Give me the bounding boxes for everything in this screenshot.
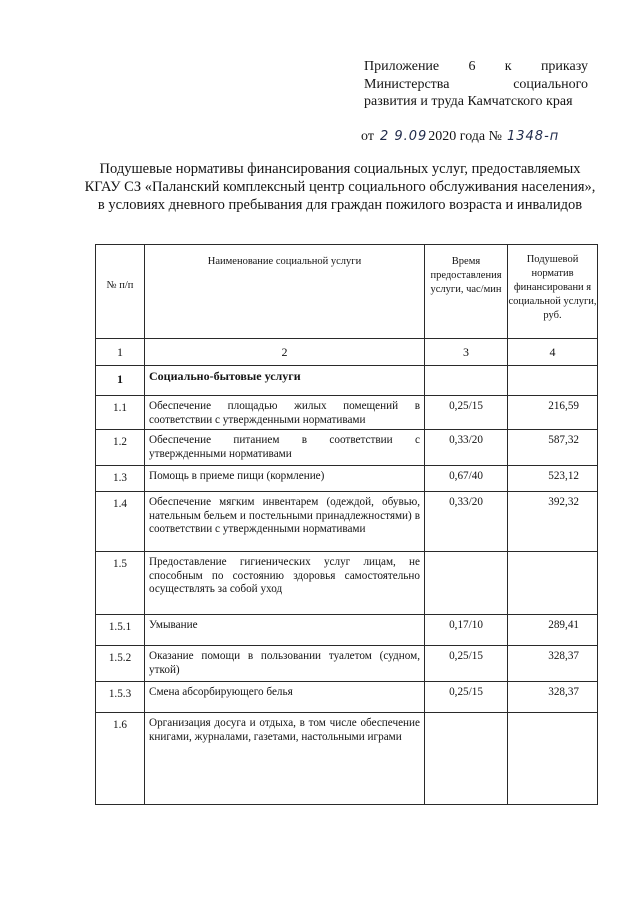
order-date-handwritten: 2 9.09: [379, 129, 428, 144]
row-time: 0,67/40: [425, 466, 508, 492]
column-numbers-row: [96, 339, 598, 366]
header-name: Наименование социальной услуги: [145, 245, 425, 339]
row-norm: 216,59: [508, 396, 598, 430]
order-number-handwritten: 1348-п: [506, 129, 560, 144]
table-header-row: [96, 245, 598, 339]
order-reference: [361, 129, 559, 145]
table-row: [96, 366, 598, 396]
column-number-2: 2: [145, 339, 425, 366]
row-norm: [508, 366, 598, 396]
appendix-line-2: [364, 76, 588, 94]
row-number: 1.2: [96, 430, 145, 466]
table-row: [96, 430, 598, 466]
header-norm: Подушевой норматив финансировани я социальной услуги, руб.: [508, 245, 598, 339]
row-time: [425, 552, 508, 615]
services-table: [95, 244, 598, 805]
appendix-line-3: развития и труда Камчатского края: [364, 94, 573, 109]
order-year: 2020 года №: [428, 129, 502, 144]
row-norm: [508, 713, 598, 805]
table-row: [96, 552, 598, 615]
appendix-order-word: приказу: [540, 59, 588, 74]
row-time: 0,25/15: [425, 646, 508, 682]
row-service-name: Помощь в приеме пищи (кормление): [145, 466, 425, 492]
appendix-word: Приложение: [364, 59, 440, 74]
appendix-block: [364, 58, 588, 111]
table-row: [96, 396, 598, 430]
row-time: 0,17/10: [425, 615, 508, 646]
row-norm: 328,37: [508, 646, 598, 682]
column-number-4: 4: [508, 339, 598, 366]
table-row: [96, 615, 598, 646]
row-time: 0,33/20: [425, 492, 508, 552]
row-time: [425, 366, 508, 396]
row-norm: [508, 552, 598, 615]
row-service-name: Обеспечение площадью жилых помещений в соответствии с утвержденными нормативами: [145, 396, 425, 430]
row-service-name: Предоставление гигиенических услуг лицам, не способным по состоянию здоровья самостоятельно осуществлять за собой уход: [145, 552, 425, 615]
row-service-name: Организация досуга и отдыха, в том числе обеспечение книгами, журналами, газетами, настольными играми: [145, 713, 425, 805]
table-row: [96, 713, 598, 805]
column-number-3: 3: [425, 339, 508, 366]
row-number: 1.4: [96, 492, 145, 552]
row-norm: 328,37: [508, 682, 598, 713]
appendix-number: 6: [468, 59, 476, 74]
row-number: 1.1: [96, 396, 145, 430]
table-row: [96, 492, 598, 552]
row-number: 1.5.3: [96, 682, 145, 713]
row-time: 0,25/15: [425, 682, 508, 713]
appendix-line-1: [364, 58, 588, 76]
row-time: [425, 713, 508, 805]
row-number: 1.5.2: [96, 646, 145, 682]
header-num: № п/п: [96, 245, 145, 339]
row-norm: 587,32: [508, 430, 598, 466]
row-number: 1.5: [96, 552, 145, 615]
appendix-social: социального: [513, 76, 588, 92]
row-service-name: Оказание помощи в пользовании туалетом (судном, уткой): [145, 646, 425, 682]
row-number: 1.3: [96, 466, 145, 492]
row-norm: 523,12: [508, 466, 598, 492]
row-number: 1.6: [96, 713, 145, 805]
row-norm: 289,41: [508, 615, 598, 646]
row-norm: 392,32: [508, 492, 598, 552]
table-row: [96, 682, 598, 713]
row-service-name: Социально-бытовые услуги: [145, 366, 425, 396]
document-title: Подушевые нормативы финансирования социальных услуг, предоставляемых КГАУ СЗ «Паланский комплексный центр социального обслуживания населения», в условиях дневного пребывания для граждан пожилого возраста и инвалидов: [84, 161, 596, 213]
table-row: [96, 646, 598, 682]
row-number: 1.5.1: [96, 615, 145, 646]
appendix-ministry: Министерства: [364, 76, 450, 92]
appendix-to: к: [504, 59, 512, 74]
row-service-name: Смена абсорбирующего белья: [145, 682, 425, 713]
row-time: 0,33/20: [425, 430, 508, 466]
row-service-name: Умывание: [145, 615, 425, 646]
row-time: 0,25/15: [425, 396, 508, 430]
order-prefix: от: [361, 129, 374, 144]
header-time: Время предоставления услуги, час/мин: [425, 245, 508, 339]
table-row: [96, 466, 598, 492]
row-number: 1: [96, 366, 145, 396]
row-service-name: Обеспечение питанием в соответствии с утвержденными нормативами: [145, 430, 425, 466]
row-service-name: Обеспечение мягким инвентарем (одеждой, обувью, нательным бельем и постельными принадлежностями) в соответствии с утвержденными нормативами: [145, 492, 425, 552]
column-number-1: 1: [96, 339, 145, 366]
